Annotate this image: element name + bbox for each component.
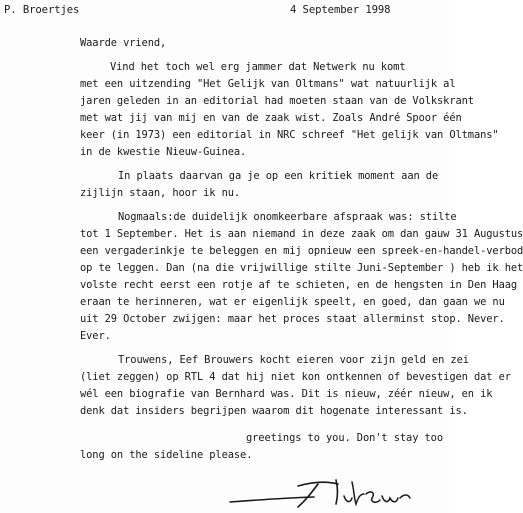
- text-line: greetings to you. Don't stay too: [246, 432, 443, 444]
- text-line: Vind het toch wel erg jammer dat Netwerk nu komt: [110, 61, 406, 73]
- text-line: Nogmaals:de duidelijk onomkeerbare afspraak was: stilte: [118, 211, 457, 223]
- text-line: denk dat insiders begrijpen waarom dit hogenate interessant is.: [80, 405, 468, 417]
- text-line: long on the sideline please.: [80, 449, 253, 461]
- sender-name: P. Broertjes: [4, 4, 80, 16]
- text-line: een vergaderinkje te beleggen en mij opnieuw een spreek-en-handel-verbod: [80, 245, 523, 257]
- text-line: wél een biografie van Bernhard was. Dit is nieuw, zéér nieuw, en ik: [80, 388, 493, 400]
- salutation: Waarde vriend,: [80, 37, 167, 49]
- text-line: tot 1 September. Het is aan niemand in deze zaak om dan gauw 31 Augustus: [80, 228, 523, 240]
- handwritten-signature: [226, 476, 416, 510]
- text-line: eraan te herinneren, wat er eigenlijk speelt, en goed, dan gaan we nu: [80, 296, 505, 308]
- text-line: Ever.: [80, 330, 111, 342]
- text-line: Trouwens, Eef Brouwers kocht eieren voor zijn geld en zei: [118, 354, 469, 366]
- text-line: met wat jij van mij en van de zaak wist. Zoals André Spoor één: [80, 112, 462, 124]
- text-line: keer (in 1973) een editorial in NRC schreef "Het gelijk van Oltmans": [80, 129, 499, 141]
- text-line: op te leggen. Dan (na die vrijwillige stilte Juni-September ) heb ik het: [80, 262, 523, 274]
- text-line: in de kwestie Nieuw-Guinea.: [80, 146, 247, 158]
- text-line: met een uitzending "Het Gelijk van Oltmans" wat natuurlijk al: [80, 78, 456, 90]
- text-line: volste recht eerst een rotje af te schieten, en de hengsten in Den Haag: [80, 279, 518, 291]
- text-line: In plaats daarvan ga je op een kritiek moment aan de: [118, 170, 439, 182]
- text-line: jaren geleden in an editorial had moeten staan van de Volkskrant: [80, 95, 474, 107]
- text-line: uit 29 October zwijgen: maar het proces staat allerminst stop. Never.: [80, 313, 505, 325]
- letter-date: 4 September 1998: [290, 4, 391, 16]
- text-line: zijlijn staan, hoor ik nu.: [80, 187, 241, 199]
- text-line: (liet zeggen) op RTL 4 dat hij niet kon ontkennen of bevestigen dat er: [80, 371, 511, 383]
